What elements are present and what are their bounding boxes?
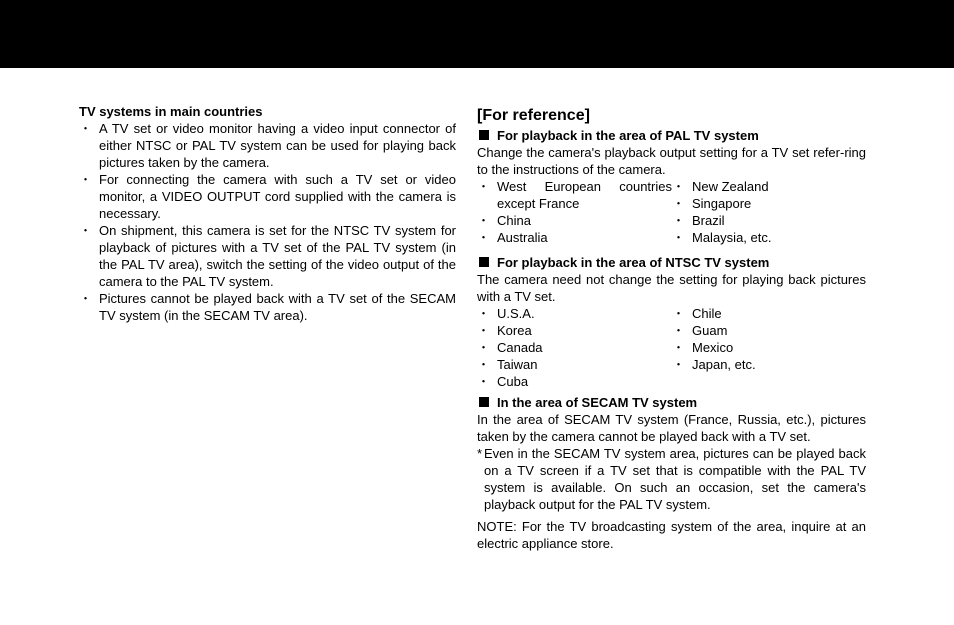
list-item: ・ Korea <box>477 322 672 339</box>
asterisk-mark: * <box>477 446 483 461</box>
square-bullet-icon <box>479 257 489 267</box>
left-column <box>79 103 456 324</box>
header-bar <box>0 0 954 68</box>
list-item: ・ Malaysia, etc. <box>672 229 866 246</box>
list-item: ・ Taiwan <box>477 356 672 373</box>
secam-footnote-text: Even in the SECAM TV system area, pictures can be played back on a TV screen if a TV set that is compatible with the PAL TV system is available. On such an occasion, set the camera's playback output for the PAL TV system. <box>484 446 866 512</box>
pal-text: Change the camera's playback output setting for a TV set refer-ring to the instructions of the camera. <box>477 145 866 177</box>
list-item: ・ West European countries except France <box>477 178 672 212</box>
tv-systems-heading: TV systems in main countries <box>79 104 263 119</box>
list-item: ・ For connecting the camera with such a TV set or video monitor, a VIDEO OUTPUT cord supplied with the camera is necessary. <box>79 171 456 222</box>
list-item: ・ Australia <box>477 229 672 246</box>
ntsc-heading <box>477 254 866 271</box>
square-bullet-icon <box>479 130 489 140</box>
note-text: NOTE: For the TV broadcasting system of the area, inquire at an electric appliance store. <box>477 519 866 551</box>
pal-heading-text: For playback in the area of PAL TV system <box>497 128 759 143</box>
list-item: ・ Japan, etc. <box>672 356 866 373</box>
secam-heading-text: In the area of SECAM TV system <box>497 395 698 410</box>
for-reference-title: [For reference] <box>477 107 590 124</box>
secam-text: In the area of SECAM TV system (France, Russia, etc.), pictures taken by the camera cannot be played back with a TV set. <box>477 412 866 444</box>
list-item: ・ New Zealand <box>672 178 866 195</box>
right-column <box>477 106 866 552</box>
pal-heading <box>477 127 866 144</box>
list-item: ・ Canada <box>477 339 672 356</box>
list-item: ・ Chile <box>672 305 866 322</box>
square-bullet-icon <box>479 397 489 407</box>
secam-footnote <box>477 445 866 513</box>
list-item: ・ A TV set or video monitor having a video input connector of either NTSC or PAL TV system can be used for playing back pictures taken by the camera. <box>79 120 456 171</box>
list-item: ・ On shipment, this camera is set for the NTSC TV system for playback of pictures with a TV set of the PAL TV system (in the PAL TV area), switch the setting of the video output of the camera to the PAL TV system. <box>79 222 456 290</box>
list-item: ・ Pictures cannot be played back with a TV set of the SECAM TV system (in the SECAM TV area). <box>79 290 456 324</box>
list-item: ・ China <box>477 212 672 229</box>
list-item: ・ U.S.A. <box>477 305 672 322</box>
ntsc-heading-text: For playback in the area of NTSC TV system <box>497 255 770 270</box>
ntsc-country-list <box>477 305 866 390</box>
list-item: ・ Singapore <box>672 195 866 212</box>
list-item: ・ Guam <box>672 322 866 339</box>
list-item: ・ Cuba <box>477 373 672 390</box>
ntsc-text: The camera need not change the setting for playing back pictures with a TV set. <box>477 272 866 304</box>
pal-country-list <box>477 178 866 246</box>
list-item: ・ Brazil <box>672 212 866 229</box>
list-item: ・ Mexico <box>672 339 866 356</box>
secam-heading <box>477 394 866 411</box>
